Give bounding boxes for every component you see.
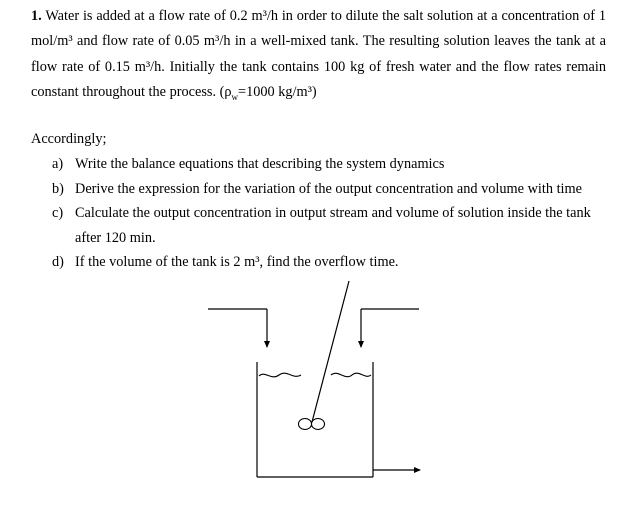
problem-number: 1. <box>31 8 42 24</box>
question-text: Calculate the output concentration in output stream and volume of solution inside the tank after 120 min. <box>75 205 591 246</box>
question-text: Derive the expression for the variation of the output concentration and volume with time <box>75 180 582 197</box>
question-text: Write the balance equations that describing the system dynamics <box>75 156 445 172</box>
inlet-pipe-right-icon <box>361 309 419 347</box>
inlet-pipe-left-icon <box>208 309 267 347</box>
rho-subscript: w <box>231 91 239 102</box>
accordingly-heading: Accordingly; <box>31 131 107 147</box>
problem-text-tail: =1000 kg/m³) <box>238 83 317 100</box>
stirrer-icon <box>299 281 350 430</box>
question-label: d) <box>52 254 64 271</box>
liquid-surface-icon <box>259 373 371 377</box>
question-label: c) <box>52 205 64 222</box>
rho-symbol: ρ <box>224 83 232 100</box>
question-label: a) <box>52 156 64 172</box>
question-text: If the volume of the tank is 2 m³, find the overflow time. <box>75 254 399 271</box>
question-label: b) <box>52 180 64 197</box>
problem-text: Water is added at a flow rate of 0.2 m³/h in order to dilute the salt solution at a concentration of 1 mol/m³ and flow rate of 0.05 m³/h in a well-mixed tank. The resulting solution leaves the tank at a flow rate of 0.15 m³/h. Initially the tank contains 100 kg of fresh water and the flow rates remain constant throughout the process. ( <box>31 8 606 100</box>
